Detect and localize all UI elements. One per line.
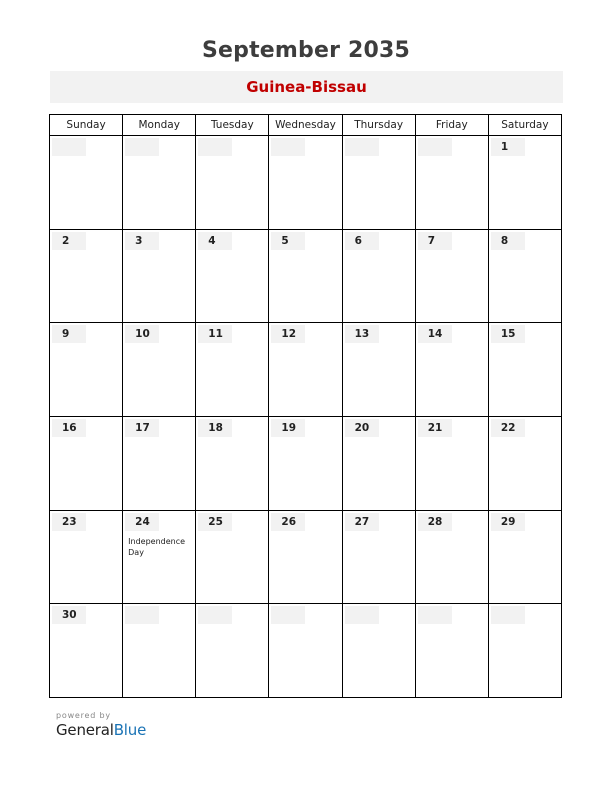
day-cell [488, 416, 561, 510]
day-cell [196, 416, 269, 510]
day-number: 19 [271, 419, 305, 437]
day-cell [269, 323, 342, 417]
day-cell [488, 136, 561, 230]
day-cell [415, 229, 488, 323]
day-cell [196, 136, 269, 230]
week-row [50, 604, 562, 698]
day-number: 9 [52, 325, 86, 343]
day-number: 18 [198, 419, 232, 437]
day-number: 20 [345, 419, 379, 437]
week-row [50, 323, 562, 417]
day-number [345, 138, 379, 156]
day-number: 3 [125, 232, 159, 250]
day-cell [123, 416, 196, 510]
day-cell [123, 510, 196, 604]
day-cell [196, 323, 269, 417]
day-cell [50, 416, 123, 510]
day-number: 23 [52, 513, 86, 531]
day-cell [415, 136, 488, 230]
day-cell [415, 604, 488, 698]
day-number: 10 [125, 325, 159, 343]
day-cell [50, 136, 123, 230]
day-cell [415, 416, 488, 510]
weekday-friday: Friday [415, 115, 488, 136]
day-cell [488, 510, 561, 604]
day-number: 1 [491, 138, 525, 156]
day-cell [196, 510, 269, 604]
day-number: 8 [491, 232, 525, 250]
day-cell [415, 510, 488, 604]
weekday-saturday: Saturday [488, 115, 561, 136]
day-number: 16 [52, 419, 86, 437]
day-number: 12 [271, 325, 305, 343]
day-cell [123, 604, 196, 698]
day-cell [342, 323, 415, 417]
day-number [345, 606, 379, 624]
brand-general-text: General [56, 721, 114, 739]
day-number: 21 [418, 419, 452, 437]
day-number: 28 [418, 513, 452, 531]
day-cell [269, 510, 342, 604]
powered-by-text: powered by [56, 711, 111, 720]
day-number [491, 606, 525, 624]
day-cell [123, 136, 196, 230]
day-cell [342, 136, 415, 230]
day-number [125, 606, 159, 624]
weekday-header-row [50, 115, 562, 136]
country-name: Guinea-Bissau [246, 78, 367, 96]
day-cell [488, 229, 561, 323]
weekday-monday: Monday [123, 115, 196, 136]
day-cell [342, 416, 415, 510]
day-cell [269, 136, 342, 230]
day-cell [269, 229, 342, 323]
holiday-label: Independence Day [128, 536, 186, 557]
calendar-grid [49, 114, 562, 698]
day-number: 22 [491, 419, 525, 437]
day-number: 5 [271, 232, 305, 250]
day-number: 13 [345, 325, 379, 343]
day-cell [50, 510, 123, 604]
day-number: 27 [345, 513, 379, 531]
week-row [50, 416, 562, 510]
day-cell [50, 229, 123, 323]
day-cell [50, 604, 123, 698]
day-number [271, 138, 305, 156]
day-number: 30 [52, 606, 86, 624]
day-cell [269, 604, 342, 698]
day-number: 7 [418, 232, 452, 250]
day-number: 26 [271, 513, 305, 531]
day-number: 4 [198, 232, 232, 250]
day-cell [488, 323, 561, 417]
day-number: 14 [418, 325, 452, 343]
weekday-wednesday: Wednesday [269, 115, 342, 136]
day-cell [269, 416, 342, 510]
day-cell [196, 229, 269, 323]
page-title: September 2035 [201, 38, 411, 63]
day-number [198, 606, 232, 624]
day-cell [123, 323, 196, 417]
day-number: 24 [125, 513, 159, 531]
day-number: 6 [345, 232, 379, 250]
day-number: 29 [491, 513, 525, 531]
day-number [271, 606, 305, 624]
week-row [50, 510, 562, 604]
weekday-tuesday: Tuesday [196, 115, 269, 136]
day-number [52, 138, 86, 156]
day-cell [196, 604, 269, 698]
day-number [418, 606, 452, 624]
day-number: 2 [52, 232, 86, 250]
brand-logo [56, 721, 146, 739]
country-banner [50, 71, 563, 103]
day-number: 25 [198, 513, 232, 531]
day-number: 17 [125, 419, 159, 437]
week-row [50, 229, 562, 323]
day-number [125, 138, 159, 156]
day-number: 11 [198, 325, 232, 343]
footer [56, 711, 146, 739]
day-cell [342, 510, 415, 604]
day-number: 15 [491, 325, 525, 343]
weekday-sunday: Sunday [50, 115, 123, 136]
day-cell [488, 604, 561, 698]
brand-blue-text: Blue [113, 721, 147, 739]
day-cell [415, 323, 488, 417]
weekday-thursday: Thursday [342, 115, 415, 136]
day-number [418, 138, 452, 156]
week-row [50, 136, 562, 230]
day-cell [342, 229, 415, 323]
day-cell [123, 229, 196, 323]
day-number [198, 138, 232, 156]
day-cell [50, 323, 123, 417]
day-cell [342, 604, 415, 698]
